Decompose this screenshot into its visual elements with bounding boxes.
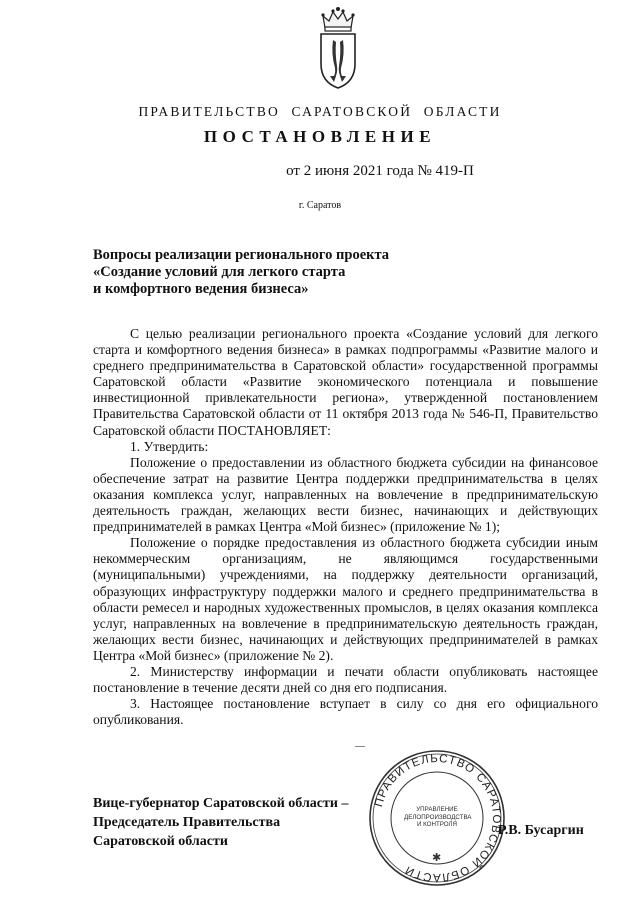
body-paragraph: 3. Настоящее постановление вступает в силу со дня его официального опубликования. (93, 696, 598, 728)
decree-city: г. Саратов (298, 200, 342, 211)
decree-date-number: от 2 июня 2021 года № 419-П (286, 163, 474, 179)
subject-line: и комфортного ведения бизнеса» (93, 281, 309, 297)
signer-position-line: Саратовской области (93, 834, 228, 849)
stamp-outer-text: ПРАВИТЕЛЬСТВО САРАТОВСКОЙ ОБЛАСТИ (373, 752, 503, 884)
body-paragraph: Положение о предоставлении из областного бюджета субсидии на финансовое обеспечение затрат на развитие Центра поддержки предпринимательства в целях оказания комплекса услуг, направленных на вовлечение в предпринимательскую деятельность граждан, желающих вести бизнес, начинающих и действующих предпринимателей в рамках Центра «Мой бизнес» (приложение № 1); (93, 454, 598, 535)
subject-line: Вопросы реализации регионального проекта (93, 247, 390, 263)
signer-position-line: Вице-губернатор Саратовской области – (93, 796, 349, 811)
decree-body (93, 326, 598, 728)
body-paragraph: 2. Министерству информации и печати области опубликовать настоящее постановление в течение десяти дней со дня его подписания. (93, 663, 598, 696)
stamp-inner-line: УПРАВЛЕНИЕ (416, 806, 458, 813)
body-paragraph: Положение о порядке предоставления из областного бюджета субсидии иным некоммерческим организациям, не являющимся государственными (муниципальными) учреждениями, на поддержку деятельности организаций, образующих инфраструктуру поддержки малого и среднего предпринимательства в области ремесел и народных художественных промыслов, в целях оказания комплекса услуг, направленных на вовлечение в предпринимательскую деятельность граждан, желающих вести бизнес, начинающих и действующих предпринимателей в рамках Центра «Мой бизнес» (приложение № 2). (93, 535, 598, 663)
stamp-inner-text (404, 806, 470, 829)
signer-name: Р.В. Бусаргин (498, 823, 584, 838)
stamp-inner-line: И КОНТРОЛЯ (416, 821, 458, 828)
stamp-inner-line: ДЕЛОПРОИЗВОДСТВА (404, 813, 472, 821)
separator-mark (355, 746, 365, 747)
decree-subject (93, 247, 453, 298)
body-paragraph: 1. Утвердить: (130, 438, 209, 454)
stamp-star-icon: ✱ (432, 852, 442, 864)
document-type-title: ПОСТАНОВЛЕНИЕ (203, 127, 437, 146)
signer-position-line: Председатель Правительства (93, 815, 281, 830)
body-paragraph: С целью реализации регионального проекта «Создание условий для легкого старта и комфортного ведения бизнеса» в рамках подпрограммы «Развитие малого и среднего предпринимательства в Саратовской области» государственной программы Саратовской области «Развитие экономического потенциала и повышение инвестиционной привлекательности региона», утвержденной постановлением Правительства Саратовской области от 11 октября 2013 года № 546-П, Правительство Саратовской области ПОСТАНОВЛЯЕТ: (93, 326, 598, 438)
signer-position (93, 794, 383, 851)
subject-line: «Создание условий для легкого старта (93, 264, 346, 280)
government-name: ПРАВИТЕЛЬСТВО САРАТОВСКОЙ ОБЛАСТИ (138, 104, 502, 119)
saratov-coat-of-arms-icon (313, 6, 363, 90)
